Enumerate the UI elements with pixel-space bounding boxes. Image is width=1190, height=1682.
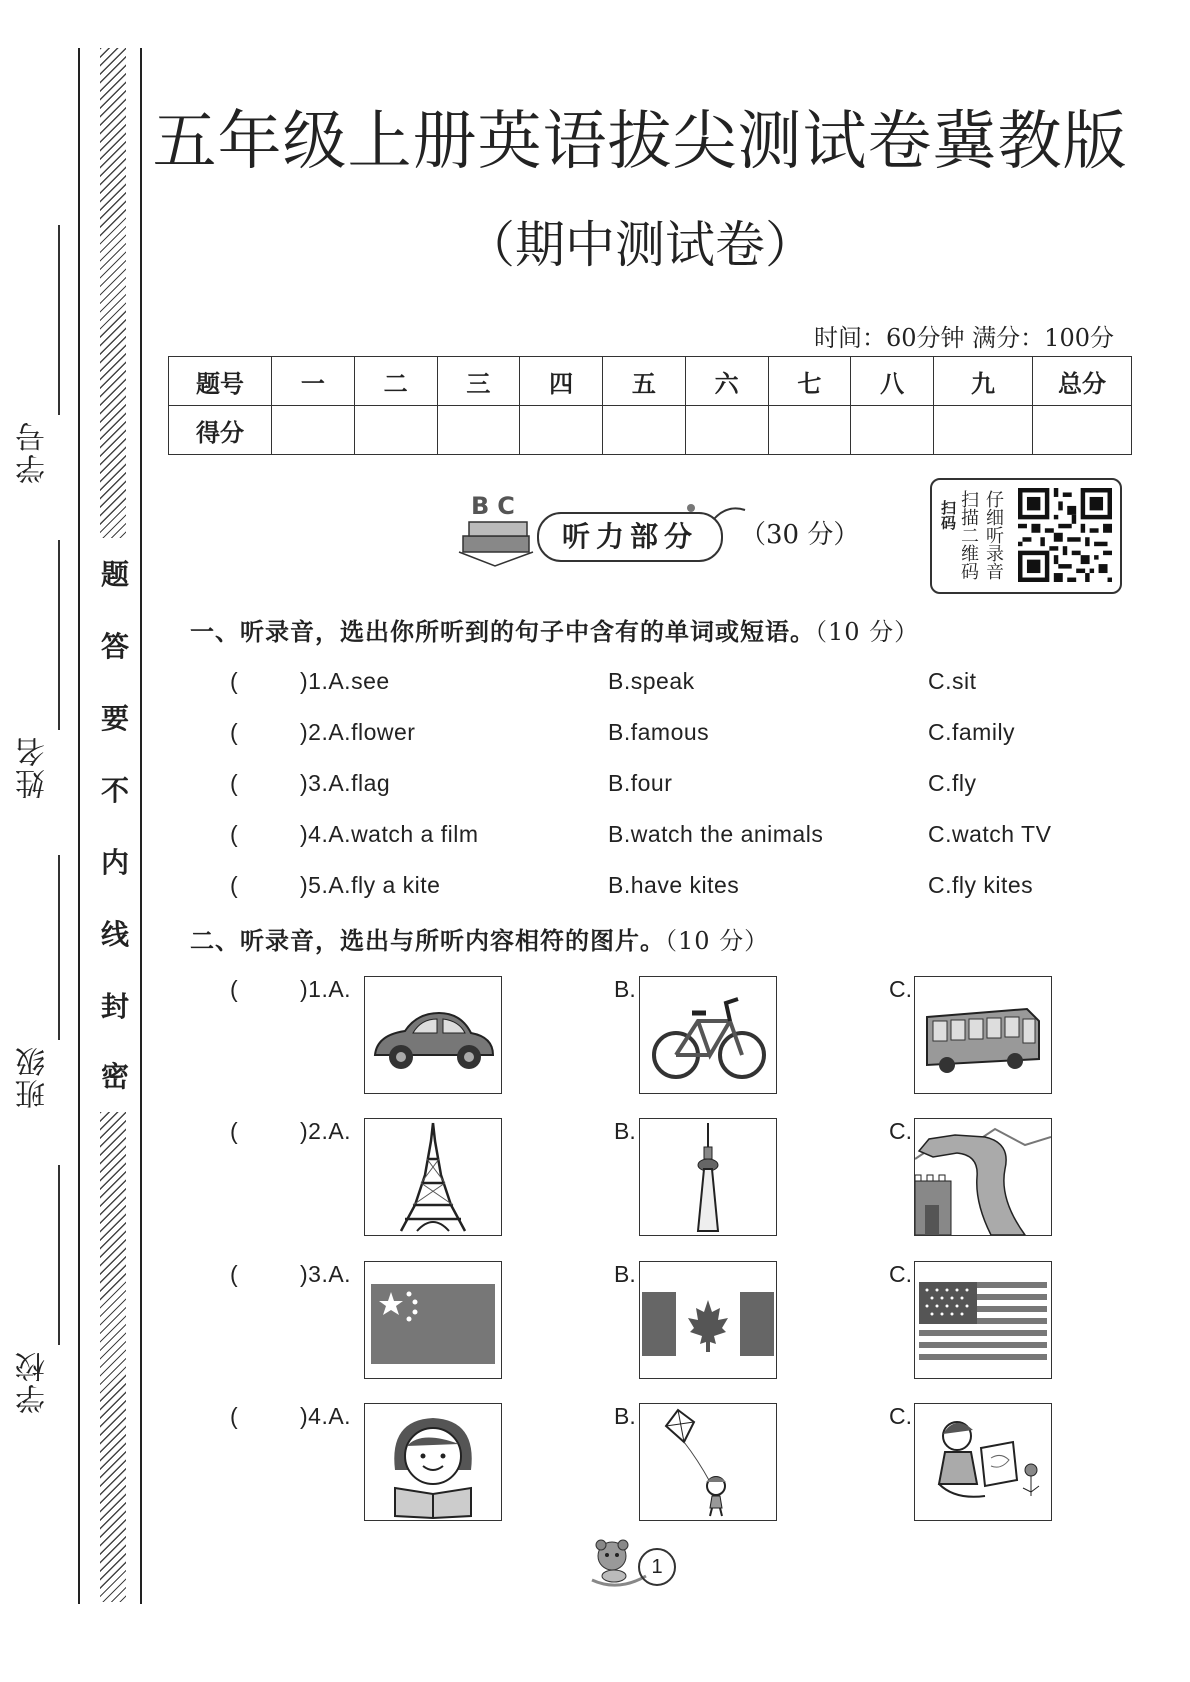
option-b: B. (614, 1403, 636, 1429)
picture-option[interactable] (639, 1261, 777, 1379)
great-wall-icon (915, 1119, 1051, 1235)
section-2-title (190, 921, 769, 956)
table-cell: 得分 (169, 406, 272, 455)
table-cell: 二 (354, 357, 437, 406)
seal-char: 线 (100, 918, 129, 951)
answer-blank[interactable]: ( (230, 872, 239, 898)
score-cell[interactable] (934, 406, 1033, 455)
option-c: C. (889, 976, 912, 1002)
listening-points: （30 分） (740, 520, 860, 550)
option-b: B.watch the animals (608, 821, 824, 847)
answer-blank[interactable]: ( (230, 821, 239, 847)
option-a: )5.A.fly a kite (300, 872, 441, 898)
option-c: C.family (928, 719, 1016, 745)
score-cell[interactable] (768, 406, 851, 455)
table-cell: 七 (768, 357, 851, 406)
student-id-field-line[interactable] (58, 225, 60, 415)
picture-option[interactable] (639, 976, 777, 1094)
section-1-title-text: 一、听录音，选出你所听到的句子中含有的单词或短语。 (190, 618, 815, 646)
score-cell[interactable] (272, 406, 355, 455)
table-cell: 五 (603, 357, 686, 406)
seal-char: 题 (100, 558, 129, 591)
table-cell: 九 (934, 357, 1033, 406)
score-cell[interactable] (685, 406, 768, 455)
score-cell[interactable] (520, 406, 603, 455)
seal-char: 内 (100, 846, 129, 879)
option-b: B.speak (608, 668, 695, 694)
picture-option[interactable] (364, 1261, 502, 1379)
table-cell: 四 (520, 357, 603, 406)
qr-hint-col1: 扫描二维码 (958, 490, 979, 580)
listening-banner (455, 492, 755, 572)
canada-flag-icon (640, 1262, 776, 1378)
answer-blank[interactable]: ( (230, 1118, 239, 1144)
page-title: 五年级上册英语拔尖测试卷冀教版 (152, 105, 1128, 179)
table-cell: 一 (272, 357, 355, 406)
picture-option[interactable] (364, 976, 502, 1094)
option-c: C. (889, 1261, 912, 1287)
answer-blank[interactable]: ( (230, 1261, 239, 1287)
score-cell[interactable] (851, 406, 934, 455)
picture-option[interactable] (639, 1118, 777, 1236)
option-b: B. (614, 1118, 636, 1144)
flying-kite-icon (640, 1404, 776, 1520)
picture-option[interactable] (914, 976, 1052, 1094)
option-b: B. (614, 976, 636, 1002)
banner-letters: BC (471, 492, 523, 520)
class-field-line[interactable] (58, 855, 60, 1040)
option-c: C.watch TV (928, 821, 1052, 847)
binding-line-inner (140, 48, 142, 1604)
option-a: )2.A.flower (300, 719, 416, 745)
option-c: C.sit (928, 668, 977, 694)
option-c: C. (889, 1118, 912, 1144)
option-b: B.famous (608, 719, 710, 745)
score-cell[interactable] (354, 406, 437, 455)
answer-blank[interactable]: ( (230, 668, 239, 694)
score-table-score-row (169, 406, 1132, 455)
picture-option[interactable] (914, 1118, 1052, 1236)
table-cell: 六 (685, 357, 768, 406)
score-table-header-row (169, 357, 1132, 406)
binding-line-outer (78, 48, 80, 1604)
class-field-label: 班级 (16, 1045, 51, 1109)
name-field-label: 姓名 (16, 735, 51, 799)
binding-hatch-top (100, 48, 126, 538)
china-flag-icon (365, 1262, 501, 1378)
school-field-label: 学校 (16, 1350, 51, 1414)
score-cell[interactable] (1033, 406, 1132, 455)
page-number: 1 (638, 1548, 676, 1586)
score-cell[interactable] (437, 406, 520, 455)
option-c: C.fly (928, 770, 977, 796)
student-id-field-label: 学号 (16, 420, 51, 484)
picture-option[interactable] (914, 1261, 1052, 1379)
answer-blank[interactable]: ( (230, 976, 239, 1002)
binding-hatch-bottom (100, 1112, 126, 1602)
listening-banner-label: 听力部分 (537, 512, 723, 562)
eiffel-tower-icon (365, 1119, 501, 1235)
answer-blank[interactable]: ( (230, 770, 239, 796)
time-info: 时间：60分钟 满分：100分 (814, 324, 1114, 352)
picture-option[interactable] (639, 1403, 777, 1521)
section-2-title-text: 二、听录音，选出与所听内容相符的图片。 (190, 927, 665, 955)
table-cell: 三 (437, 357, 520, 406)
scan-label: 扫码 (939, 500, 957, 530)
seal-char: 不 (100, 774, 129, 807)
option-a: )1.A. (300, 976, 352, 1002)
qr-hint-col2: 仔细听录音 (983, 490, 1004, 580)
option-b: B.have kites (608, 872, 740, 898)
picture-option[interactable] (364, 1118, 502, 1236)
option-a: )3.A. (300, 1261, 352, 1287)
option-b: B. (614, 1261, 636, 1287)
option-a: )1.A.see (300, 668, 390, 694)
girl-reading-icon (365, 1404, 501, 1520)
table-cell: 总分 (1033, 357, 1132, 406)
answer-blank[interactable]: ( (230, 1403, 239, 1429)
table-cell: 八 (851, 357, 934, 406)
answer-blank[interactable]: ( (230, 719, 239, 745)
score-table (168, 356, 1132, 455)
option-a: )2.A. (300, 1118, 352, 1144)
table-cell: 题号 (169, 357, 272, 406)
section-1-points: （10 分） (815, 618, 920, 646)
cn-tower-icon (640, 1119, 776, 1235)
seal-char: 封 (100, 990, 129, 1023)
name-field-line[interactable] (58, 540, 60, 730)
score-cell[interactable] (603, 406, 686, 455)
option-a: )3.A.flag (300, 770, 391, 796)
option-a: )4.A. (300, 1403, 352, 1429)
seal-char: 答 (100, 630, 129, 663)
bus-icon (915, 977, 1051, 1093)
qr-code-box[interactable] (930, 478, 1122, 594)
option-c: C.fly kites (928, 872, 1034, 898)
option-a: )4.A.watch a film (300, 821, 479, 847)
picture-option[interactable] (914, 1403, 1052, 1521)
qr-code-icon[interactable] (1018, 488, 1112, 582)
usa-flag-icon (915, 1262, 1051, 1378)
bicycle-icon (640, 977, 776, 1093)
section-2-points: （10 分） (665, 927, 770, 955)
girl-drawing-icon (915, 1404, 1051, 1520)
option-c: C. (889, 1403, 912, 1429)
seal-char: 密 (100, 1060, 129, 1093)
school-field-line[interactable] (58, 1165, 60, 1345)
option-b: B.four (608, 770, 673, 796)
picture-option[interactable] (364, 1403, 502, 1521)
seal-char: 要 (100, 702, 129, 735)
section-1-title (190, 612, 919, 647)
car-icon (365, 977, 501, 1093)
page-subtitle: （期中测试卷） (465, 216, 815, 274)
